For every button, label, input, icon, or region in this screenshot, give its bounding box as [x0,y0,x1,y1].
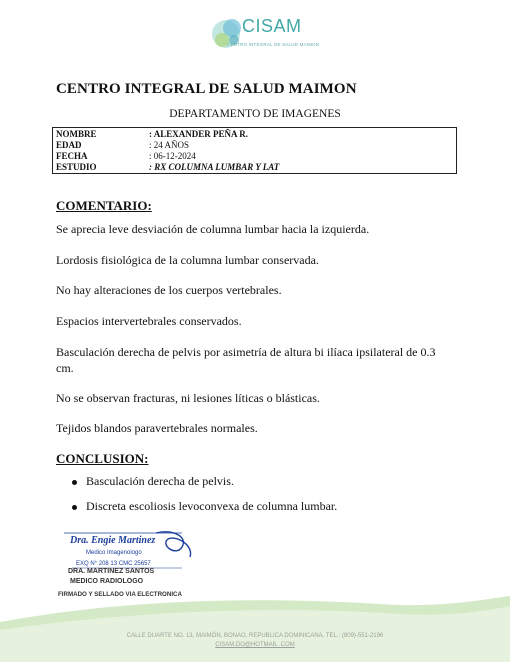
info-label: NOMBRE [56,129,97,139]
conclusion-text: Discreta escoliosis levoconvexa de columna lumbar. [86,499,338,513]
conclusion-text: Basculación derecha de pelvis. [86,474,234,488]
signer-name: DRA. MARTINEZ SANTOS [68,568,155,575]
department-title: DEPARTAMENTO DE IMAGENES [169,108,341,120]
stamp-role: Medico Imagenologo [86,550,142,556]
logo-tagline: CENTRO INTEGRAL DE SALUD MAIMON [227,42,320,47]
comentario-paragraph: Lordosis fisiológica de la columna lumbar conservada. [56,253,319,267]
comentario-paragraph: Espacios intervertebrales conservados. [56,314,242,328]
logo-name: CISAM [242,16,302,36]
stamp-name: Dra. Engie Martinez [70,535,156,546]
footer-email[interactable]: CISAM.DO@HOTMAIL .COM [215,642,295,648]
bullet-icon [72,505,77,510]
footer-address: CALLE DUARTE NO. 13, MAIMÓN, BONAO, REPUBLICA DOMINICANA, TEL.: (809)-551-2196 [126,633,384,639]
signature-note: FIRMADO Y SELLADO VIA ELECTRONICA [58,591,182,598]
comentario-paragraph: Tejidos blandos paravertebrales normales. [56,421,258,435]
info-value: : 24 AÑOS [149,140,190,150]
comentario-paragraph: Basculación derecha de pelvis por asimetría de altura bi ilíaca ipsilateral de 0.3 cm. [56,345,436,375]
comentario-paragraph: No se observan fracturas, ni lesiones líticas o blásticas. [56,391,320,405]
info-value: : 06-12-2024 [149,151,196,161]
stamp-license: EXQ N° 208 13 CMC 25657 [76,561,151,567]
info-label: ESTUDIO [56,162,97,172]
info-value: : ALEXANDER PEÑA R. [149,129,249,139]
info-label: EDAD [56,140,82,150]
bullet-icon [72,480,77,485]
patient-info-box [52,127,457,174]
comentario-paragraph: Se aprecia leve desviación de columna lumbar hacia la izquierda. [56,222,370,236]
signer-role: MEDICO RADIOLOGO [70,578,144,585]
info-value: : RX COLUMNA LUMBAR Y LAT [149,162,280,172]
info-label: FECHA [56,151,88,161]
document-title: CENTRO INTEGRAL DE SALUD MAIMON [56,81,357,97]
conclusion-heading: CONCLUSION: [56,451,149,466]
footer-wave [0,596,510,662]
comentario-paragraph: No hay alteraciones de los cuerpos vertebrales. [56,283,282,297]
comentario-heading: COMENTARIO: [56,198,152,213]
